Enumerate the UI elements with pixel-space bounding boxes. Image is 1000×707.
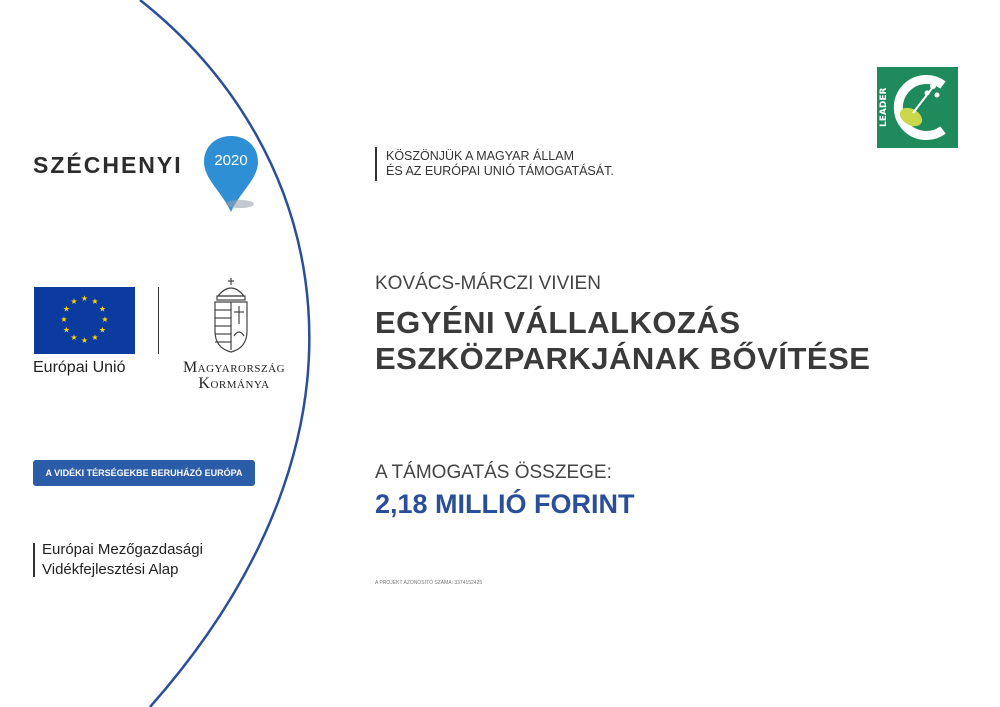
svg-text:★: ★	[62, 325, 71, 335]
government-line1: Magyarország	[182, 359, 286, 376]
project-title-line2: ESZKÖZPARKJÁNAK BŐVÍTÉSE	[375, 341, 871, 376]
svg-text:★: ★	[80, 336, 89, 345]
szechenyi-logo-text: SZÉCHENYI	[33, 152, 183, 178]
svg-text:★: ★	[70, 297, 78, 306]
svg-text:★: ★	[98, 325, 107, 335]
leader-label: LEADER	[879, 87, 889, 127]
support-label: A TÁMOGATÁS ÖSSZEGE:	[375, 462, 612, 483]
project-id: A PROJEKT AZONOSÍTÓ SZÁMA: 3374152425	[375, 580, 483, 586]
thanks-line2: ÉS AZ EURÓPAI UNIÓ TÁMOGATÁSÁT.	[386, 164, 614, 178]
leader-logo-icon	[877, 67, 958, 148]
svg-text:★: ★	[98, 304, 107, 314]
year-label: 2020	[214, 152, 248, 169]
thanks-text	[386, 149, 614, 179]
svg-text:★: ★	[80, 294, 89, 303]
fund-name	[42, 540, 203, 580]
thanks-divider	[375, 147, 377, 181]
project-title	[375, 305, 870, 377]
support-amount: 2,18 MILLIÓ FORINT	[375, 489, 635, 519]
svg-text:★: ★	[60, 315, 68, 324]
government-label	[172, 360, 296, 392]
hungarian-crest-icon	[206, 276, 256, 354]
svg-text:★: ★	[91, 297, 99, 306]
svg-text:★: ★	[70, 333, 78, 342]
eu-label: Európai Unió	[33, 359, 126, 376]
fund-line1: Európai Mezőgazdasági	[42, 541, 203, 558]
project-title-line1: EGYÉNI VÁLLALKOZÁS	[375, 305, 741, 340]
svg-text:★: ★	[91, 333, 99, 342]
eu-stars-icon	[34, 287, 135, 354]
fund-divider	[33, 543, 35, 577]
eu-flag	[34, 287, 135, 354]
thanks-line1: KÖSZÖNJÜK A MAGYAR ÁLLAM	[386, 149, 575, 163]
fund-line2: Vidékfejlesztési Alap	[42, 561, 179, 578]
svg-text:★: ★	[101, 315, 109, 324]
map-pin-icon	[202, 134, 260, 214]
logo-divider	[158, 287, 159, 354]
rural-europe-badge: A VIDÉKI TÉRSÉGEKBE BERUHÁZÓ EURÓPA	[33, 460, 255, 486]
svg-text:★: ★	[62, 304, 71, 314]
government-line2: Kormánya	[198, 375, 270, 392]
beneficiary-name: KOVÁCS-MÁRCZI VIVIEN	[375, 273, 601, 294]
